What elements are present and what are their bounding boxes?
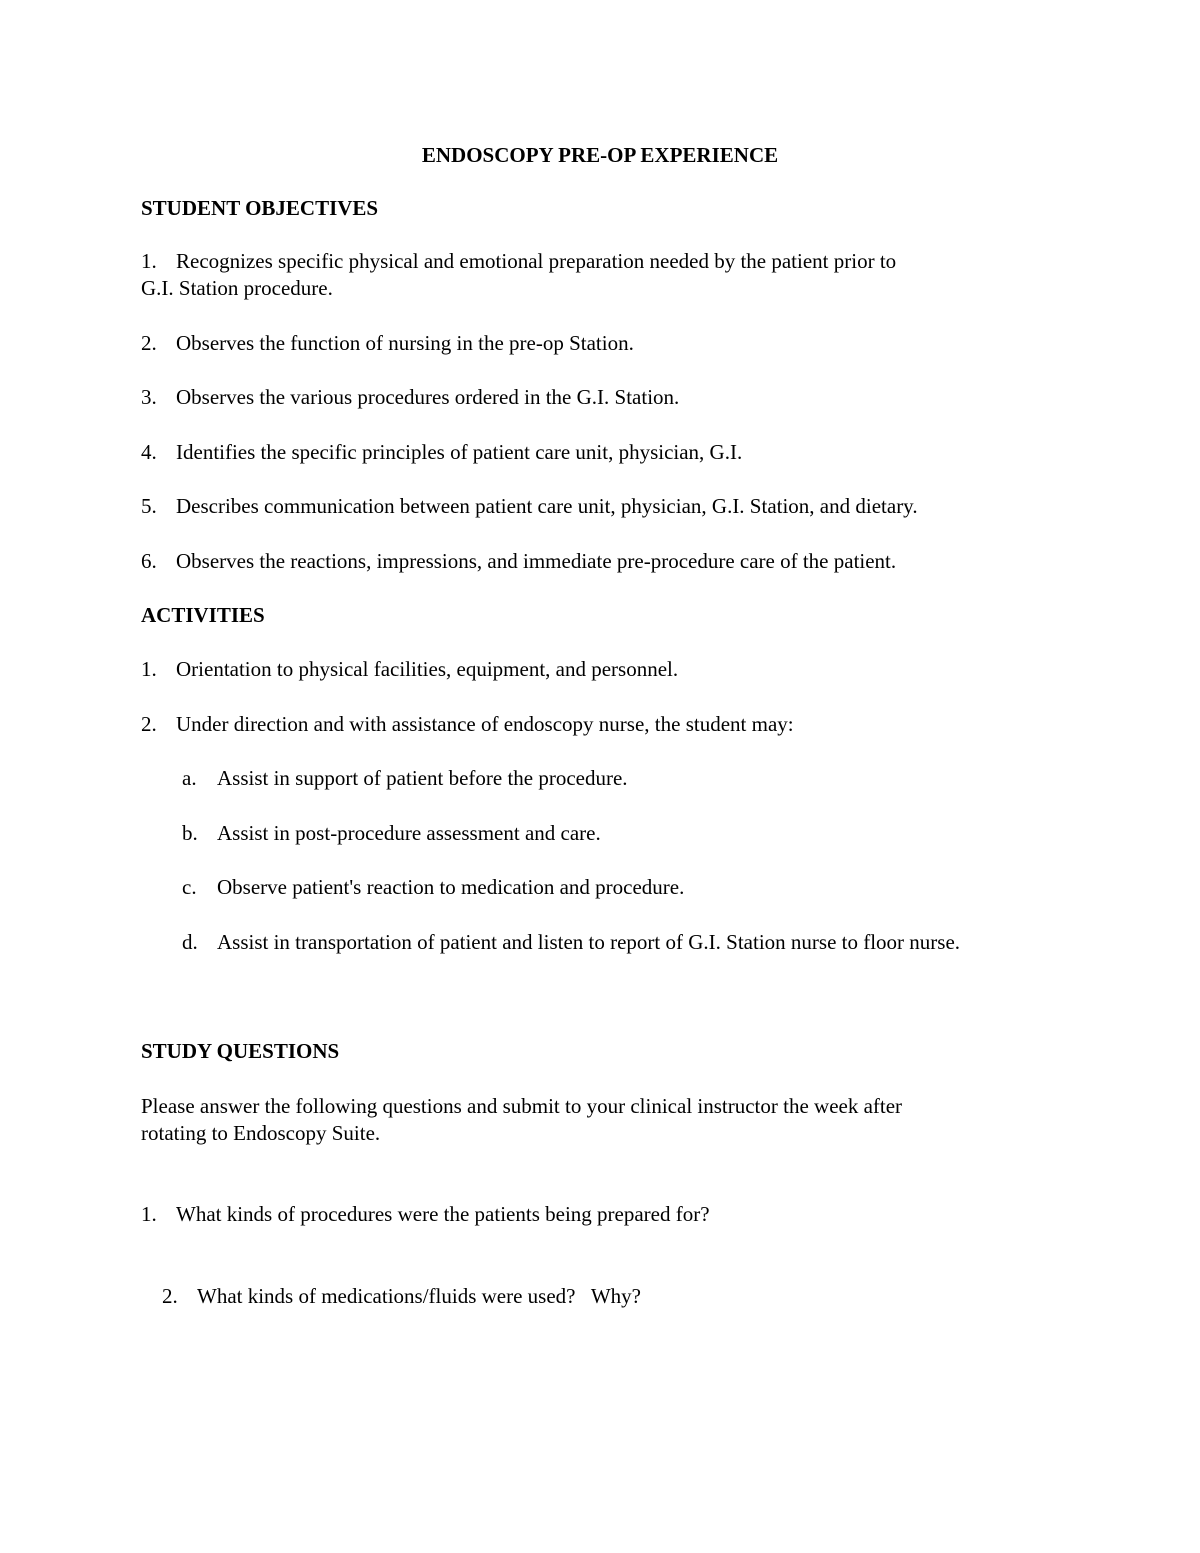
objective-item-continuation: [141, 275, 1021, 302]
objective-text: Observes the function of nursing in the pre-op Station.: [176, 331, 634, 355]
objective-number: 5.: [141, 494, 157, 518]
activity-item: [141, 711, 1021, 738]
subitem-letter: c.: [182, 875, 197, 899]
objective-text: Identifies the specific principles of patient care unit, physician, G.I.: [176, 440, 743, 464]
activity-number: 2.: [141, 712, 157, 736]
activity-subitem: [182, 820, 1082, 847]
objective-number: 6.: [141, 549, 157, 573]
page-title: ENDOSCOPY PRE-OP EXPERIENCE: [421, 143, 779, 167]
objective-number: 3.: [141, 385, 157, 409]
activity-subitem: [182, 765, 1082, 792]
objective-text: Observes the reactions, impressions, and immediate pre-procedure care of the patient.: [176, 549, 897, 573]
subitem-text: Observe patient's reaction to medication and procedure.: [217, 875, 685, 899]
objective-item: [141, 439, 1021, 466]
objective-number: 2.: [141, 331, 157, 355]
question-item: [141, 1201, 1021, 1228]
objective-item: [141, 330, 1021, 357]
activity-subitem: [182, 874, 1082, 901]
subitem-letter: a.: [182, 766, 197, 790]
objective-text: G.I. Station procedure.: [141, 276, 333, 300]
subitem-text: Assist in post-procedure assessment and care.: [217, 821, 601, 845]
question-text: What kinds of procedures were the patients being prepared for?: [176, 1202, 710, 1226]
activities-heading: ACTIVITIES: [141, 603, 265, 627]
activity-subitem: [182, 929, 1082, 956]
objective-text: Describes communication between patient care unit, physician, G.I. Station, and dietary.: [176, 494, 918, 518]
study-questions-intro-continuation: rotating to Endoscopy Suite.: [141, 1121, 381, 1145]
study-questions-intro: Please answer the following questions and submit to your clinical instructor the week after: [141, 1094, 903, 1118]
question-number: 2.: [162, 1284, 178, 1308]
subitem-text: Assist in support of patient before the procedure.: [217, 766, 628, 790]
objective-text: Recognizes specific physical and emotional preparation needed by the patient prior to: [176, 249, 897, 273]
objective-number: 4.: [141, 440, 157, 464]
objective-item: [141, 384, 1021, 411]
objective-text: Observes the various procedures ordered in the G.I. Station.: [176, 385, 680, 409]
objective-number: 1.: [141, 249, 157, 273]
activity-number: 1.: [141, 657, 157, 681]
activity-text: Orientation to physical facilities, equipment, and personnel.: [176, 657, 679, 681]
objective-item: [141, 548, 1021, 575]
subitem-letter: b.: [182, 821, 198, 845]
activity-item: [141, 656, 1021, 683]
objectives-heading: STUDENT OBJECTIVES: [141, 196, 379, 220]
question-number: 1.: [141, 1202, 157, 1226]
study-questions-heading: STUDY QUESTIONS: [141, 1039, 340, 1063]
objective-item: [141, 248, 1021, 275]
objective-item: [141, 493, 1021, 520]
subitem-letter: d.: [182, 930, 198, 954]
subitem-text: Assist in transportation of patient and listen to report of G.I. Station nurse to floor nurse.: [217, 930, 961, 954]
question-text: What kinds of medications/fluids were used? Why?: [197, 1284, 641, 1308]
activity-text: Under direction and with assistance of endoscopy nurse, the student may:: [176, 712, 794, 736]
question-item: [141, 1256, 1021, 1337]
